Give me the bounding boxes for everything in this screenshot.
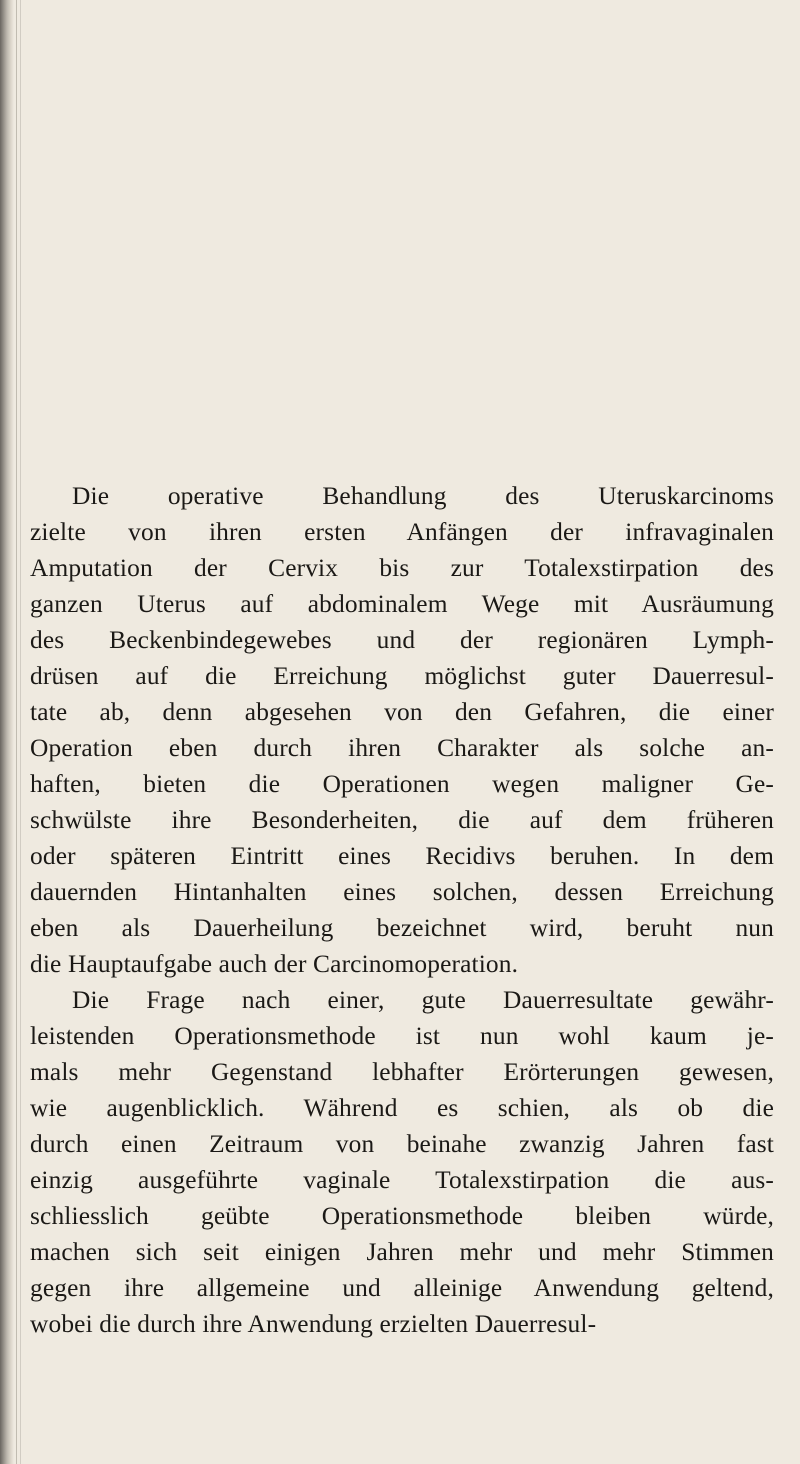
text-line: gegen ihre allgemeine und alleinige Anwendung geltend, [30, 1274, 774, 1302]
text-line: schwülste ihre Besonderheiten, die auf dem früheren [30, 806, 774, 834]
text-line: wobei die durch ihre Anwendung erzielten Dauerresul- [30, 1310, 597, 1338]
text-line: dauernden Hintanhalten eines solchen, dessen Erreichung [30, 878, 774, 906]
page-gutter-shadow [0, 0, 14, 1464]
text-line: des Beckenbindegewebes und der regionären Lymph- [30, 626, 774, 654]
text-line: mals mehr Gegenstand lebhafter Erörterungen gewesen, [30, 1058, 774, 1086]
body-text [30, 478, 774, 1342]
text-line: eben als Dauerheilung bezeichnet wird, beruht nun [30, 914, 774, 942]
text-line: ganzen Uterus auf abdominalem Wege mit Ausräumung [30, 590, 774, 618]
text-line: zielte von ihren ersten Anfängen der infravaginalen [30, 518, 774, 546]
text-line: leistenden Operationsmethode ist nun wohl kaum je- [30, 1022, 774, 1050]
text-line: die Hauptaufgabe auch der Carcinomoperation. [30, 950, 519, 978]
paragraph-1 [30, 478, 774, 982]
text-line: Amputation der Cervix bis zur Totalexstirpation des [30, 554, 774, 582]
text-line: einzig ausgeführte vaginale Totalexstirpation die aus- [30, 1166, 774, 1194]
text-line: wie augenblicklich. Während es schien, als ob die [30, 1094, 774, 1122]
text-line: Die operative Behandlung des Uteruskarcinoms [72, 482, 774, 510]
paragraph-2 [30, 982, 774, 1342]
text-line: Operation eben durch ihren Charakter als solche an- [30, 734, 774, 762]
gutter-edge-line [20, 0, 21, 1464]
text-line: haften, bieten die Operationen wegen maligner Ge- [30, 770, 774, 798]
text-line: schliesslich geübte Operationsmethode bleiben würde, [30, 1202, 774, 1230]
text-line: drüsen auf die Erreichung möglichst guter Dauerresul- [30, 662, 774, 690]
text-line: Die Frage nach einer, gute Dauerresultate gewähr- [72, 986, 774, 1014]
text-line: durch einen Zeitraum von beinahe zwanzig Jahren fast [30, 1130, 774, 1158]
text-line: oder späteren Eintritt eines Recidivs beruhen. In dem [30, 842, 774, 870]
text-line: machen sich seit einigen Jahren mehr und mehr Stimmen [30, 1238, 774, 1266]
text-line: tate ab, denn abgesehen von den Gefahren, die einer [30, 698, 774, 726]
gutter-edge-line [16, 0, 17, 1464]
